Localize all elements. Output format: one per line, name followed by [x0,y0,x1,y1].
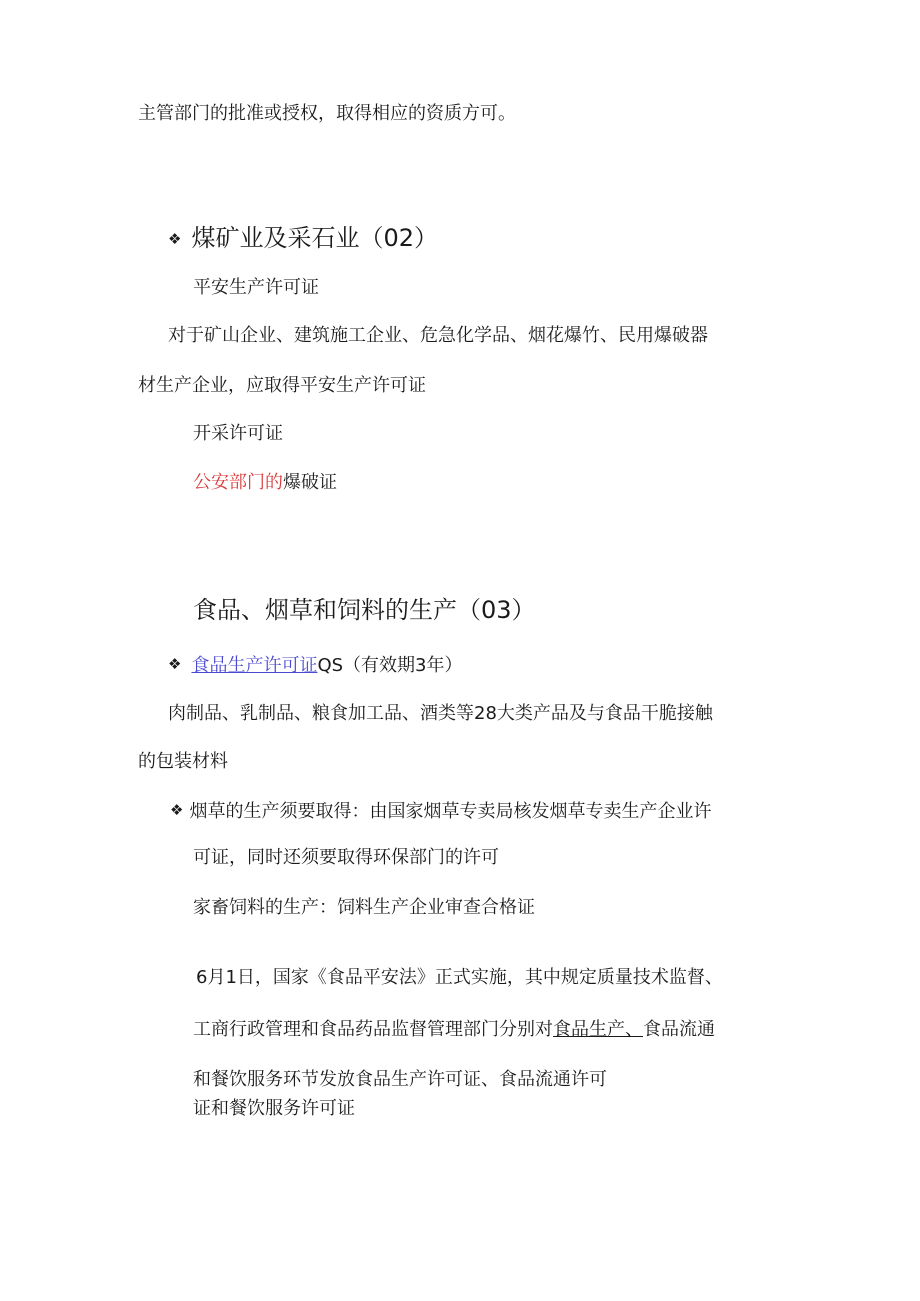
blasting-permit-item [193,471,337,495]
law-line-3: 和餐饮服务环节发放食品生产许可证、食品流通许可 [193,1069,607,1090]
food-permit-link[interactable]: 食品生产许可证 [191,655,318,676]
tobacco-line-2: 可证，同时还须要取得环保部门的许可 [193,847,499,868]
blasting-permit-text: 爆破证 [283,472,337,493]
police-dept-text: 公安部门的 [193,472,283,493]
intro-line: 主管部门的批准或授权，取得相应的资质方可。 [138,103,516,124]
qs-validity-text: QS（有效期3年） [317,655,463,676]
mining-permit-item: 开采许可证 [193,423,283,444]
mining-paragraph-line-2: 材生产企业，应取得平安生产许可证 [138,375,426,396]
bullet-icon: ❖ [168,230,182,248]
law-line-2 [193,1018,715,1042]
bullet-icon: ❖ [168,655,182,673]
section-02-title: 煤矿业及采石业（02） [191,224,438,252]
qs-item [168,652,463,678]
bullet-icon: ❖ [170,801,184,819]
law-line-4: 证和餐饮服务许可证 [193,1098,355,1119]
tobacco-text: 烟草的生产须要取得：由国家烟草专卖局核发烟草专卖生产企业许 [189,801,712,822]
law-line-2-start: 工商行政管理和食品药品监督管理部门分别对 [193,1019,553,1040]
feed-line: 家畜饲料的生产：饲料生产企业审查合格证 [193,897,535,918]
tobacco-line-1 [170,798,711,824]
mining-paragraph-line-1: 对于矿山企业、建筑施工企业、危急化学品、烟花爆竹、民用爆破器 [168,325,708,346]
food-paragraph-line-2: 的包装材料 [138,751,228,772]
food-paragraph-line-1: 肉制品、乳制品、粮食加工品、酒类等28大类产品及与食品干脆接触 [168,703,713,724]
food-production-underlined: 食品生产、 [553,1019,643,1040]
section-02-heading [168,222,438,255]
safety-permit-item: 平安生产许可证 [193,277,319,298]
law-line-2-end: 食品流通 [643,1019,715,1040]
law-line-1: 6月1日，国家《食品平安法》正式实施，其中规定质量技术监督、 [196,967,723,988]
section-03-heading: 食品、烟草和饲料的生产（03） [193,596,536,624]
